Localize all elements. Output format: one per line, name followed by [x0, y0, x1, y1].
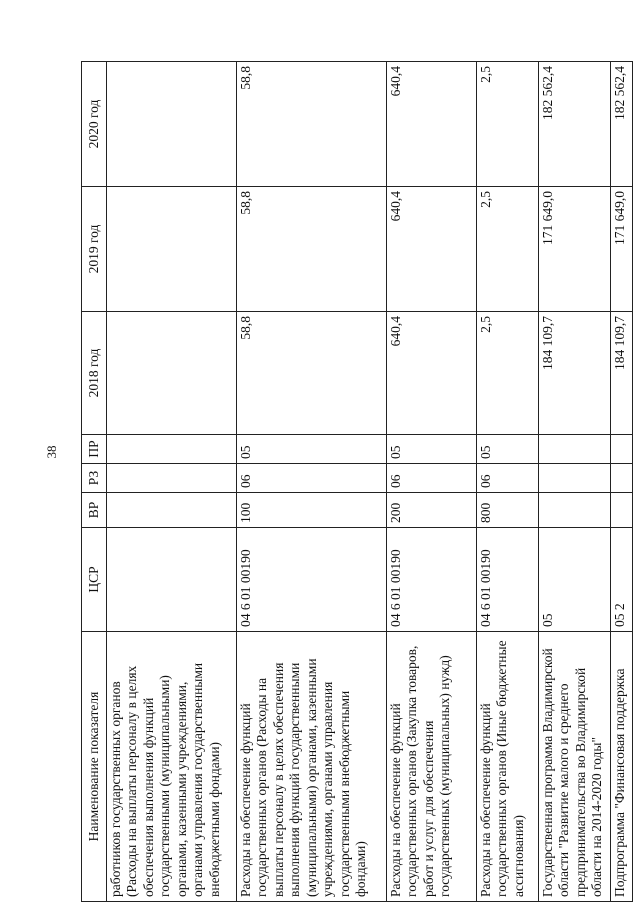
header-2018: 2018 год — [82, 312, 107, 435]
cell-name: Расходы на обеспечение функций государственных органов (Расходы на выплаты персоналу в целях обеспечения выполнения функций государственными (муниципальными) органами, казенными учреждениями, органами управления государственными внебюджетными фондами) — [237, 632, 387, 902]
cell-csr: 04 6 01 00190 — [477, 528, 539, 632]
cell-vr — [107, 493, 237, 528]
table-row — [237, 62, 387, 902]
cell-2018: 184 109,7 — [539, 312, 611, 435]
cell-name: работников государственных органов (Расходы на выплаты персоналу в целях обеспечения выполнения функций государственными (муниципальными) органами, казенными учреждениями, органами управления государственными внебюджетными фондами) — [107, 632, 237, 902]
table-row — [477, 62, 539, 902]
table-row — [539, 62, 611, 902]
cell-vr — [539, 493, 611, 528]
cell-rz — [107, 464, 237, 493]
cell-csr: 04 6 01 00190 — [387, 528, 477, 632]
cell-csr — [107, 528, 237, 632]
page-number: 38 — [44, 445, 59, 459]
cell-2020: 58,8 — [237, 62, 387, 187]
cell-vr: 100 — [237, 493, 387, 528]
cell-name: Расходы на обеспечение функций государственных органов (Иные бюджетные ассигнования) — [477, 632, 539, 902]
cell-2019: 2,5 — [477, 187, 539, 312]
cell-2020: 182 562,4 — [611, 62, 633, 187]
cell-2020: 2,5 — [477, 62, 539, 187]
cell-2020 — [107, 62, 237, 187]
header-2019: 2019 год — [82, 187, 107, 312]
budget-table — [81, 61, 633, 902]
cell-2019: 171 649,0 — [611, 187, 633, 312]
cell-2018: 58,8 — [237, 312, 387, 435]
cell-2020: 182 562,4 — [539, 62, 611, 187]
cell-rz — [539, 464, 611, 493]
rotated-table-frame — [81, 62, 627, 902]
cell-csr: 05 2 — [611, 528, 633, 632]
cell-rz: 06 — [387, 464, 477, 493]
table-row — [107, 62, 237, 902]
cell-name: Расходы на обеспечение функций государственных органов (Закупка товаров, работ и услуг для обеспечения государственных (муниципальных) нужд) — [387, 632, 477, 902]
table-header-row — [82, 62, 107, 902]
cell-2019: 640,4 — [387, 187, 477, 312]
cell-rz: 06 — [477, 464, 539, 493]
cell-name: Подпрограмма "Финансовая поддержка — [611, 632, 633, 902]
cell-2018: 640,4 — [387, 312, 477, 435]
cell-vr: 200 — [387, 493, 477, 528]
cell-rz: 06 — [237, 464, 387, 493]
header-2020: 2020 год — [82, 62, 107, 187]
cell-pr: 05 — [477, 435, 539, 464]
cell-vr — [611, 493, 633, 528]
table-row — [387, 62, 477, 902]
cell-pr — [611, 435, 633, 464]
cell-pr: 05 — [387, 435, 477, 464]
cell-2018: 2,5 — [477, 312, 539, 435]
cell-csr: 05 — [539, 528, 611, 632]
header-csr: ЦСР — [82, 528, 107, 632]
cell-name: Государственная программа Владимирской области "Развитие малого и среднего предпринимательства во Владимирской области на 2014-2020 годы" — [539, 632, 611, 902]
header-vr: ВР — [82, 493, 107, 528]
cell-pr — [539, 435, 611, 464]
cell-2019: 58,8 — [237, 187, 387, 312]
table-row — [611, 62, 633, 902]
cell-pr: 05 — [237, 435, 387, 464]
header-rz: РЗ — [82, 464, 107, 493]
header-pr: ПР — [82, 435, 107, 464]
rotated-table-content — [81, 62, 627, 902]
cell-vr: 800 — [477, 493, 539, 528]
cell-rz — [611, 464, 633, 493]
header-name: Наименование показателя — [82, 632, 107, 902]
cell-csr: 04 6 01 00190 — [237, 528, 387, 632]
cell-2019 — [107, 187, 237, 312]
cell-pr — [107, 435, 237, 464]
cell-2019: 171 649,0 — [539, 187, 611, 312]
cell-2018: 184 109,7 — [611, 312, 633, 435]
cell-2018 — [107, 312, 237, 435]
cell-2020: 640,4 — [387, 62, 477, 187]
